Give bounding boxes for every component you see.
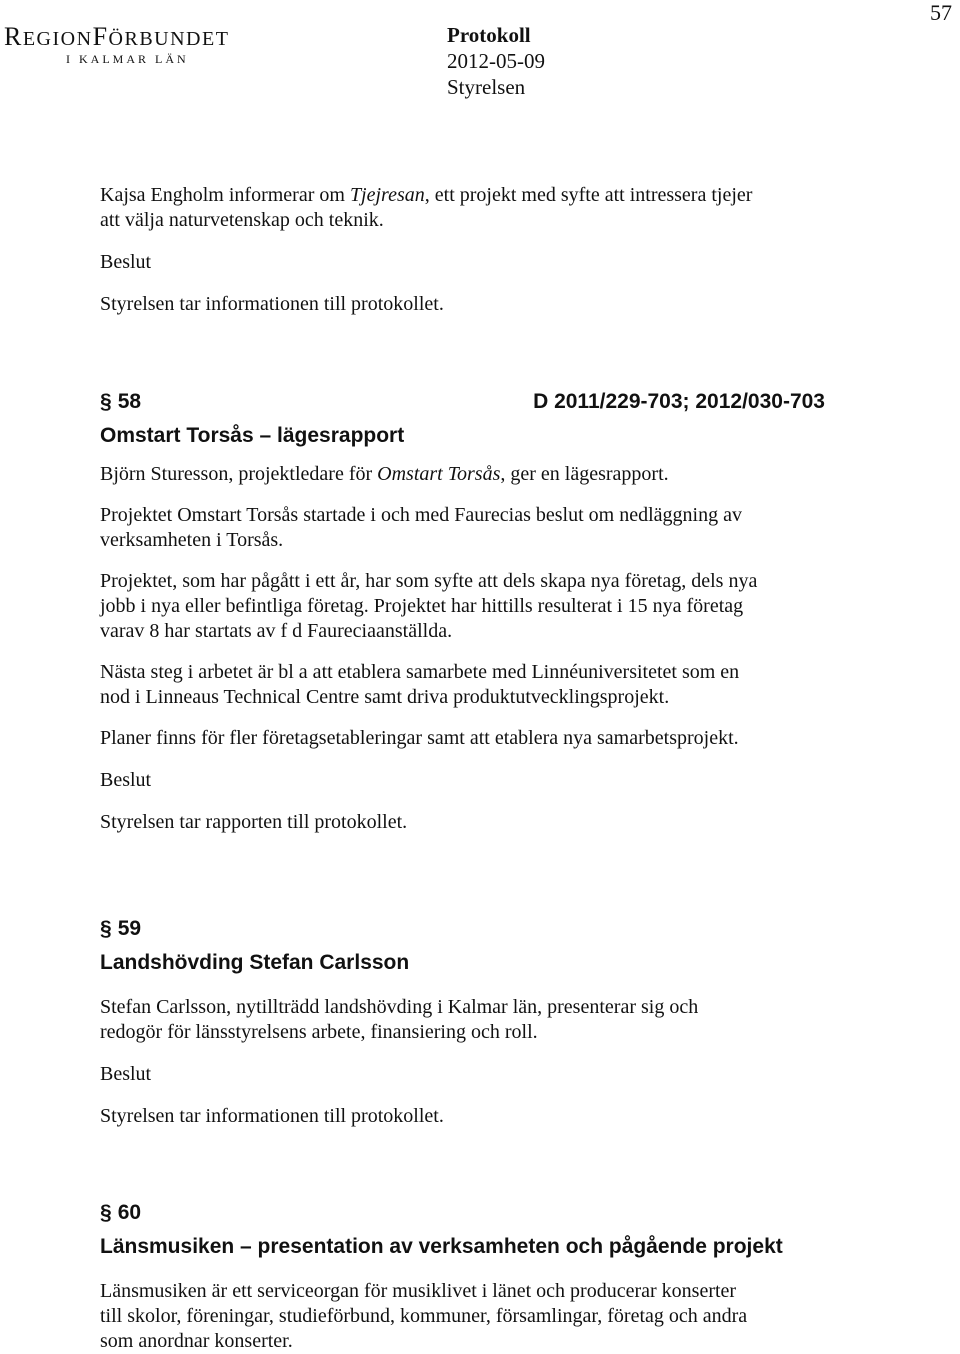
section-number: 59: [117, 917, 142, 940]
intro-section: [100, 183, 860, 317]
document-header: [447, 22, 545, 100]
paragraph: Stefan Carlsson, nytillträdd landshövding i Kalmar län, presenterar sig och redogör för länsstyrelsens arbete, finansiering och roll.: [100, 996, 699, 1043]
beslut-label: Beslut: [100, 769, 152, 791]
section-60-header: [100, 1196, 860, 1230]
intro-paragraph: Kajsa Engholm informerar om Tjejresan, ett projekt med syfte att intressera tjejer att välja naturvetenskap och teknik.: [100, 184, 753, 231]
section-58: [100, 385, 860, 835]
section-heading: Landshövding Stefan Carlsson: [100, 951, 410, 974]
beslut-label: Beslut: [100, 1063, 152, 1085]
paragraph: Projektet Omstart Torsås startade i och med Faurecias beslut om nedläggning av verksamheten i Torsås.: [100, 504, 742, 551]
beslut-label: Beslut: [100, 251, 152, 273]
project-name: Omstart Torsås: [377, 463, 501, 485]
page-number: 57: [930, 0, 952, 25]
paragraph-symbol: §: [100, 1201, 112, 1224]
decision-text: Styrelsen tar rapporten till protokollet.: [100, 811, 408, 833]
paragraph: Planer finns för fler företagsetableringar samt att etablera nya samarbetsprojekt.: [100, 727, 739, 749]
section-59: [100, 912, 860, 1129]
diary-number: D 2011/229-703; 2012/030-703: [533, 390, 825, 413]
document-body: Styrelsen: [447, 75, 526, 99]
logo-letter-f: F: [92, 22, 109, 51]
section-60: [100, 1196, 860, 1354]
logo: [4, 22, 244, 67]
logo-letter-r: R: [4, 22, 23, 51]
document-date: 2012-05-09: [447, 49, 545, 73]
paragraph-symbol: §: [100, 390, 112, 413]
logo-text-orbundet: ÖRBUNDET: [108, 28, 230, 50]
logo-wordmark: [4, 22, 244, 52]
section-number: 60: [117, 1201, 142, 1224]
section-59-header: [100, 912, 860, 946]
paragraph-symbol: §: [100, 917, 112, 940]
paragraph: Nästa steg i arbetet är bl a att etablera samarbete med Linnéuniversitetet som en nod i Linneaus Technical Centre samt driva produktutvecklingsprojekt.: [100, 661, 740, 708]
paragraph: Björn Sturesson, projektledare för Omstart Torsås, ger en lägesrapport.: [100, 463, 669, 485]
logo-text-egion: EGION: [22, 28, 93, 50]
document-title: Protokoll: [447, 23, 531, 47]
logo-subtitle: I KALMAR LÄN: [66, 52, 189, 66]
section-58-header: [100, 385, 825, 419]
project-name-tjejresan: Tjejresan: [349, 184, 425, 206]
section-heading: Omstart Torsås – lägesrapport: [100, 424, 405, 447]
section-heading: Länsmusiken – presentation av verksamheten och pågående projekt: [100, 1235, 783, 1258]
paragraph: Länsmusiken är ett serviceorgan för musiklivet i länet och producerar konserter till skolor, föreningar, studieförbund, kommuner, församlingar, företag och andra som anordnar konserter.: [100, 1280, 748, 1352]
section-number: 58: [117, 390, 142, 413]
paragraph: Projektet, som har pågått i ett år, har som syfte att dels skapa nya företag, dels nya jobb i nya eller befintliga företag. Projektet har hittills resulterat i 15 nya företag varav 8 har startats av f d Faureciaanställda.: [100, 570, 758, 642]
decision-text: Styrelsen tar informationen till protokollet.: [100, 293, 444, 315]
decision-text: Styrelsen tar informationen till protokollet.: [100, 1105, 444, 1127]
